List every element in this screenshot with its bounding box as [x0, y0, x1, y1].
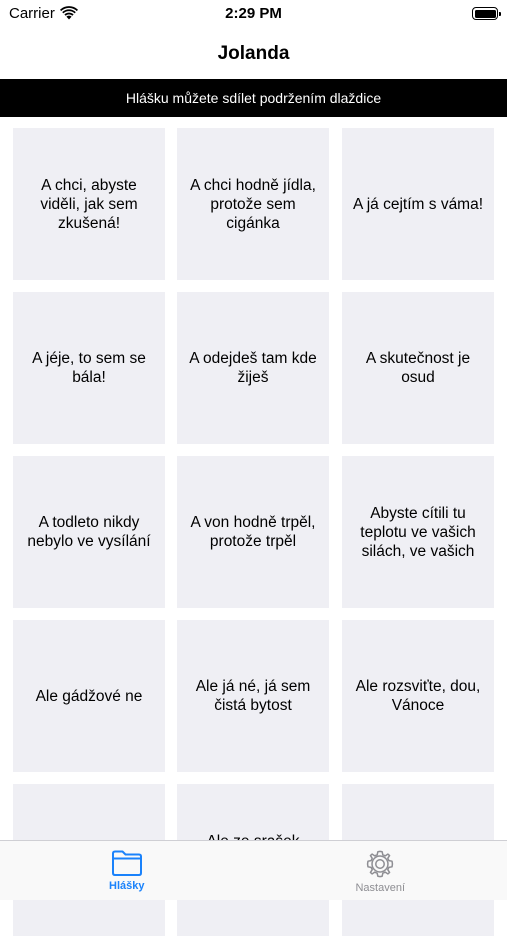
quote-tile[interactable] — [13, 128, 165, 280]
quote-text: A von hodně trpěl, protože trpěl — [187, 513, 319, 551]
navigation-bar — [0, 30, 507, 78]
quote-tile[interactable] — [342, 128, 494, 280]
quote-text: A jéje, to sem se bála! — [23, 349, 155, 387]
tab-label: Hlášky — [109, 880, 144, 892]
page-title: Jolanda — [218, 43, 290, 65]
share-hint-banner: Hlášku můžete sdílet podržením dlaždice — [0, 79, 507, 117]
quote-text: A odejdeš tam kde žiješ — [187, 349, 319, 387]
folder-icon — [111, 849, 143, 877]
quote-tile[interactable] — [177, 292, 329, 444]
quote-text: A todleto nikdy nebylo ve vysílání — [23, 513, 155, 551]
tab-label: Nastavení — [355, 882, 405, 894]
quote-grid[interactable] — [0, 117, 507, 840]
gear-icon — [364, 849, 396, 879]
quote-text: A chci, abyste viděli, jak sem zkušená! — [23, 176, 155, 233]
quote-tile[interactable] — [13, 456, 165, 608]
quote-tile[interactable] — [342, 456, 494, 608]
battery-icon — [472, 7, 498, 20]
quote-text: Ale gádžové ne — [36, 687, 143, 706]
tab-hlasky[interactable] — [0, 841, 254, 900]
quote-tile[interactable] — [177, 456, 329, 608]
quote-tile[interactable] — [342, 292, 494, 444]
tab-nastaveni[interactable] — [254, 841, 507, 900]
carrier-label: Carrier — [9, 5, 55, 22]
quote-text: A chci hodně jídla, protože sem cigánka — [187, 176, 319, 233]
status-bar — [0, 0, 507, 30]
quote-tile[interactable] — [177, 620, 329, 772]
quote-text: A já cejtím s váma! — [353, 195, 483, 214]
status-time: 2:29 PM — [0, 5, 507, 22]
quote-text: Abyste cítili tu teplotu ve vašich silách, ve vašich — [352, 504, 484, 561]
quote-tile[interactable] — [342, 620, 494, 772]
quote-tile[interactable] — [13, 292, 165, 444]
quote-text: Ale já né, já sem čistá bytost — [187, 677, 319, 715]
tab-bar — [0, 840, 507, 900]
quote-text: A skutečnost je osud — [352, 349, 484, 387]
quote-tile[interactable] — [13, 620, 165, 772]
quote-text: Ale rozsviťte, dou, Vánoce — [352, 677, 484, 715]
quote-tile[interactable] — [177, 128, 329, 280]
